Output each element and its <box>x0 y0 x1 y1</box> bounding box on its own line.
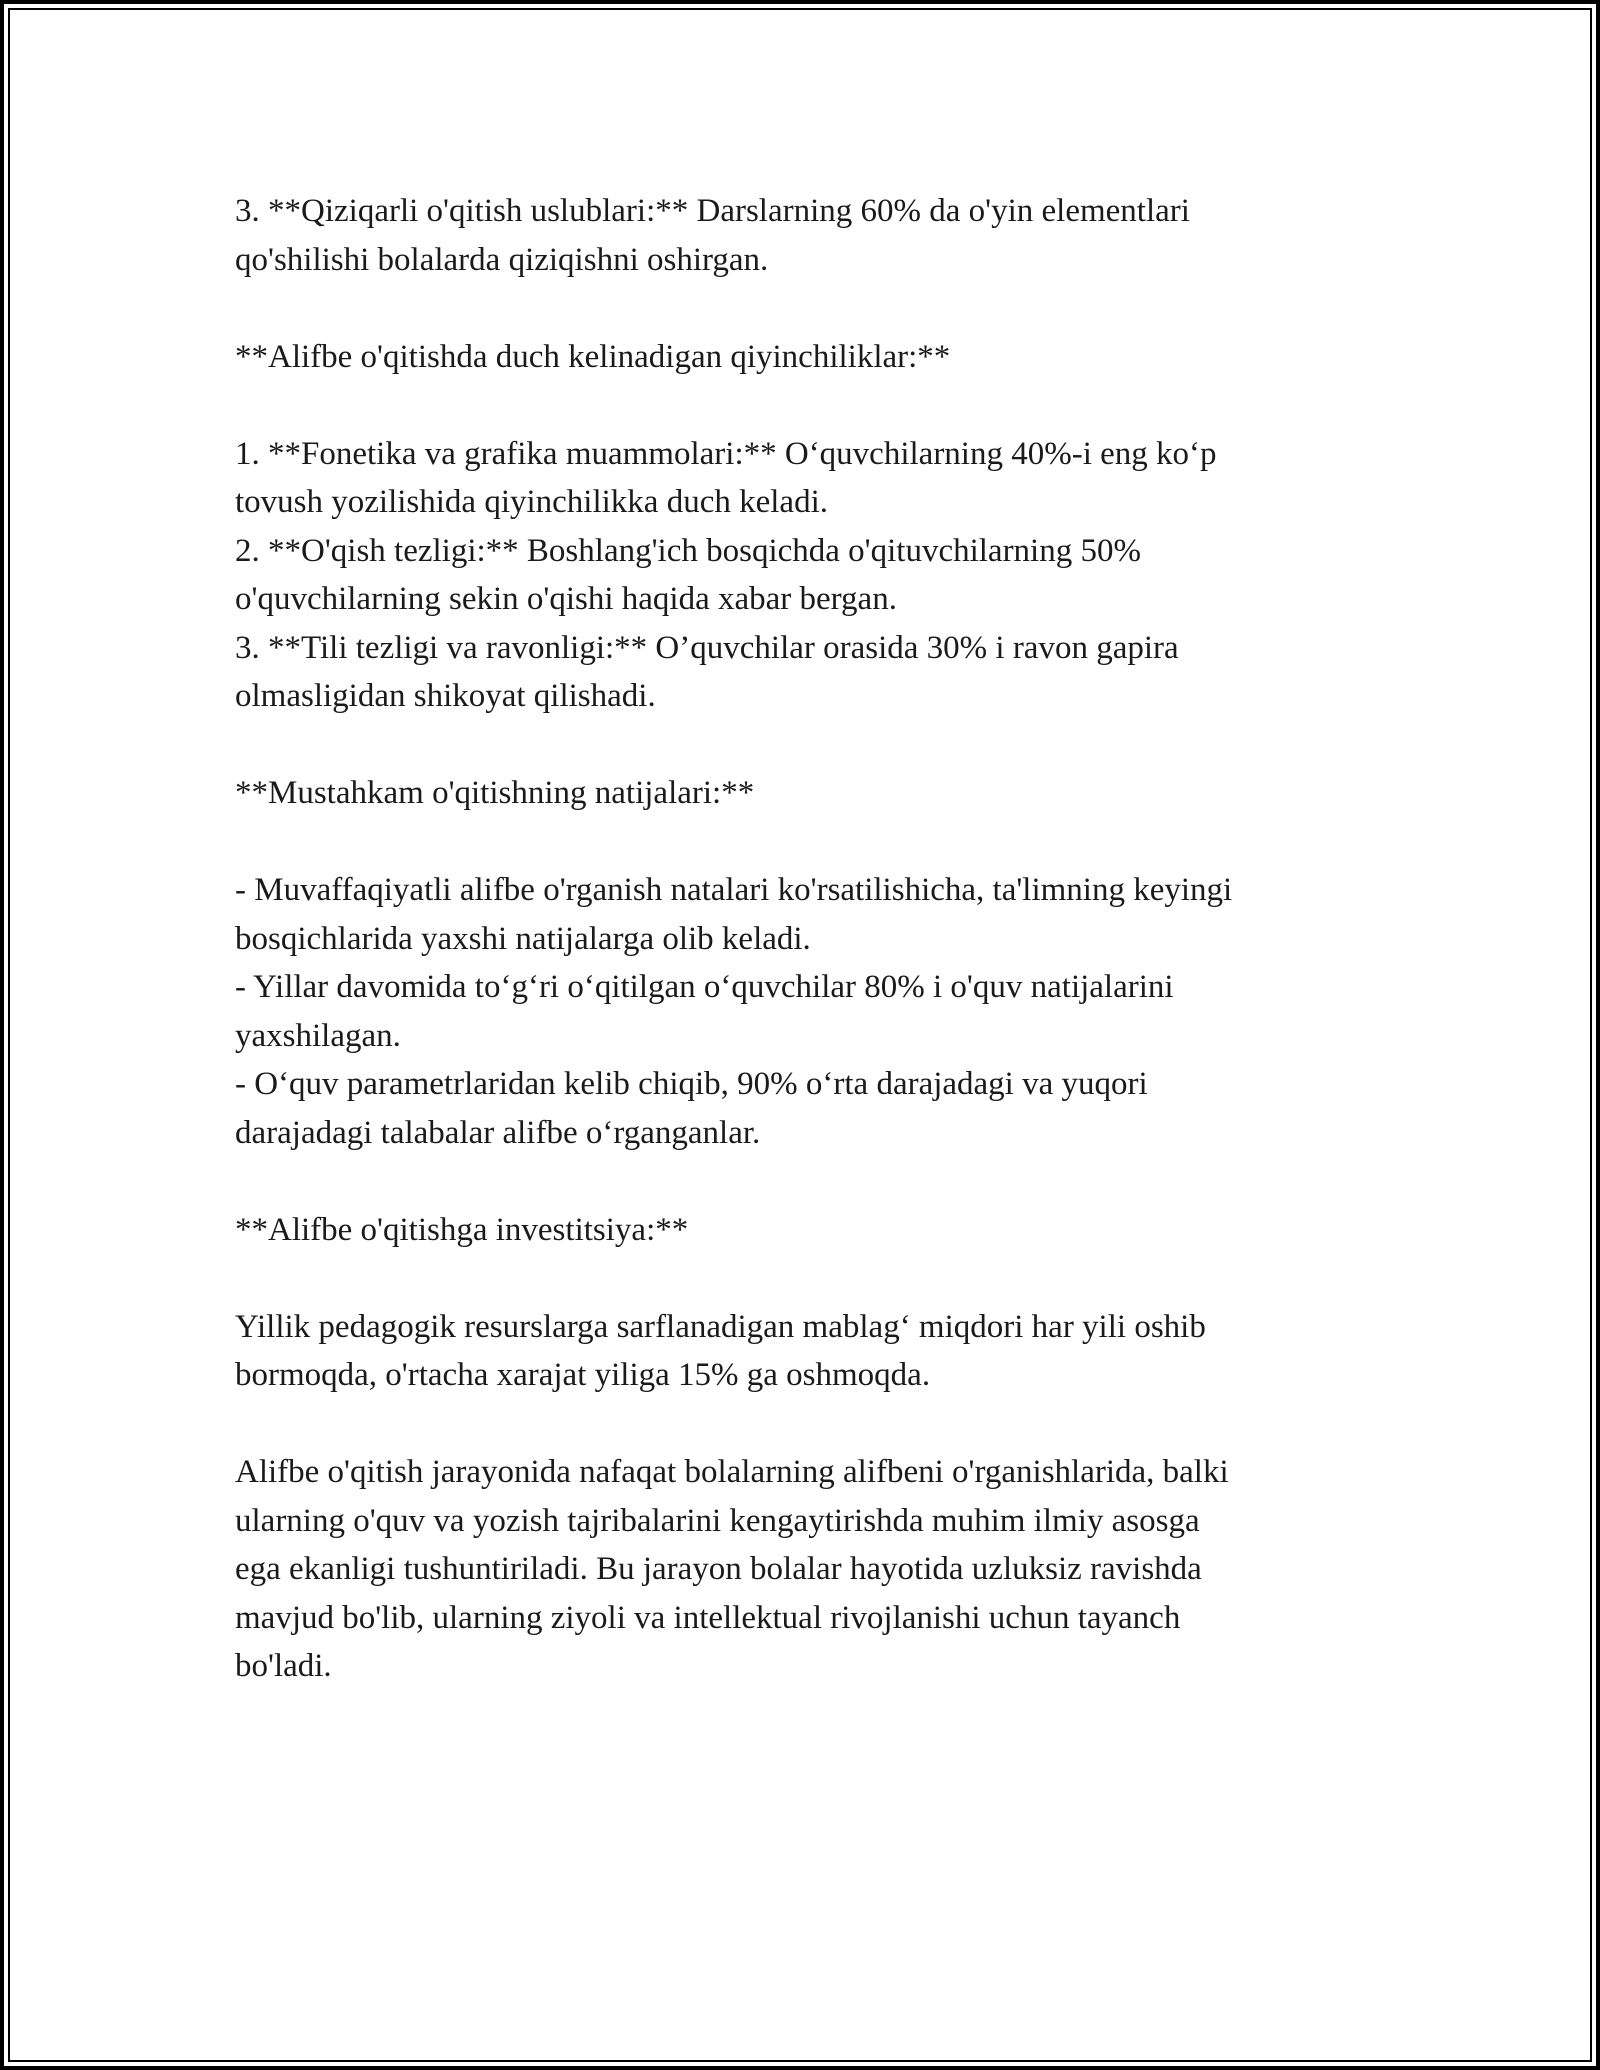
paragraph-gap <box>235 1254 1375 1303</box>
text-line: **Alifbe o'qitishga investitsiya:** <box>235 1211 689 1248</box>
text-line: olmasligidan shikoyat qilishadi. <box>235 678 656 714</box>
paragraph-gap <box>235 1400 1375 1449</box>
text-line: o'quvchilarning sekin o'qishi haqida xabar bergan. <box>235 581 897 617</box>
text-line: 3. **Qiziqarli o'qitish uslublari:** Darslarning 60% da o'yin elementlari <box>235 193 1190 229</box>
paragraph-gap <box>235 284 1375 333</box>
text-line: bo'ladi. <box>235 1648 332 1684</box>
text-line: - Muvaffaqiyatli alifbe o'rganish natalari ko'rsatilishicha, ta'limning keyingi <box>235 872 1233 908</box>
text-line: **Alifbe o'qitishda duch kelinadigan qiyinchiliklar:** <box>235 338 951 375</box>
text-line: 1. **Fonetika va grafika muammolari:** Oʻquvchilarning 40%-i eng koʻp <box>235 435 1217 472</box>
text-line: darajadagi talabalar alifbe oʻrganganlar. <box>235 1114 761 1151</box>
paragraph-gap <box>235 818 1375 867</box>
text-line: - Yillar davomida toʻgʻri oʻqitilgan oʻquvchilar 80% i o'quv natijalarini <box>235 969 1174 1005</box>
text-line: 2. **O'qish tezligi:** Boshlang'ich bosqichda o'qituvchilarning 50% <box>235 532 1141 569</box>
text-line: Yillik pedagogik resurslarga sarflanadigan mablagʻ miqdori har yili oshib <box>235 1308 1206 1345</box>
paragraph-gap <box>235 721 1375 770</box>
text-line: bormoqda, o'rtacha xarajat yiliga 15% ga oshmoqda. <box>235 1357 931 1393</box>
text-line: Alifbe o'qitish jarayonida nafaqat bolalarning alifbeni o'rganishlarida, balki <box>235 1454 1229 1490</box>
text-line: qo'shilishi bolalarda qiziqishni oshirgan. <box>235 241 769 278</box>
text-line: bosqichlarida yaxshi natijalarga olib keladi. <box>235 920 811 957</box>
text-line: ularning o'quv va yozish tajribalarini kengaytirishda muhim ilmiy asosga <box>235 1502 1200 1539</box>
text-line: yaxshilagan. <box>235 1017 401 1054</box>
text-line: mavjud bo'lib, ularning ziyoli va intellektual rivojlanishi uchun tayanch <box>235 1599 1181 1636</box>
paragraph-gap <box>235 1157 1375 1206</box>
document-body <box>235 187 1375 1691</box>
text-line: **Mustahkam o'qitishning natijalari:** <box>235 775 755 811</box>
text-line: 3. **Tili tezligi va ravonligi:** O’quvchilar orasida 30% i ravon gapira <box>235 629 1179 666</box>
text-line: tovush yozilishida qiyinchilikka duch keladi. <box>235 484 828 520</box>
text-line: - Oʻquv parametrlaridan kelib chiqib, 90% oʻrta darajadagi va yuqori <box>235 1066 1148 1102</box>
paragraph-gap <box>235 381 1375 430</box>
text-line: ega ekanligi tushuntiriladi. Bu jarayon bolalar hayotida uzluksiz ravishda <box>235 1551 1202 1587</box>
